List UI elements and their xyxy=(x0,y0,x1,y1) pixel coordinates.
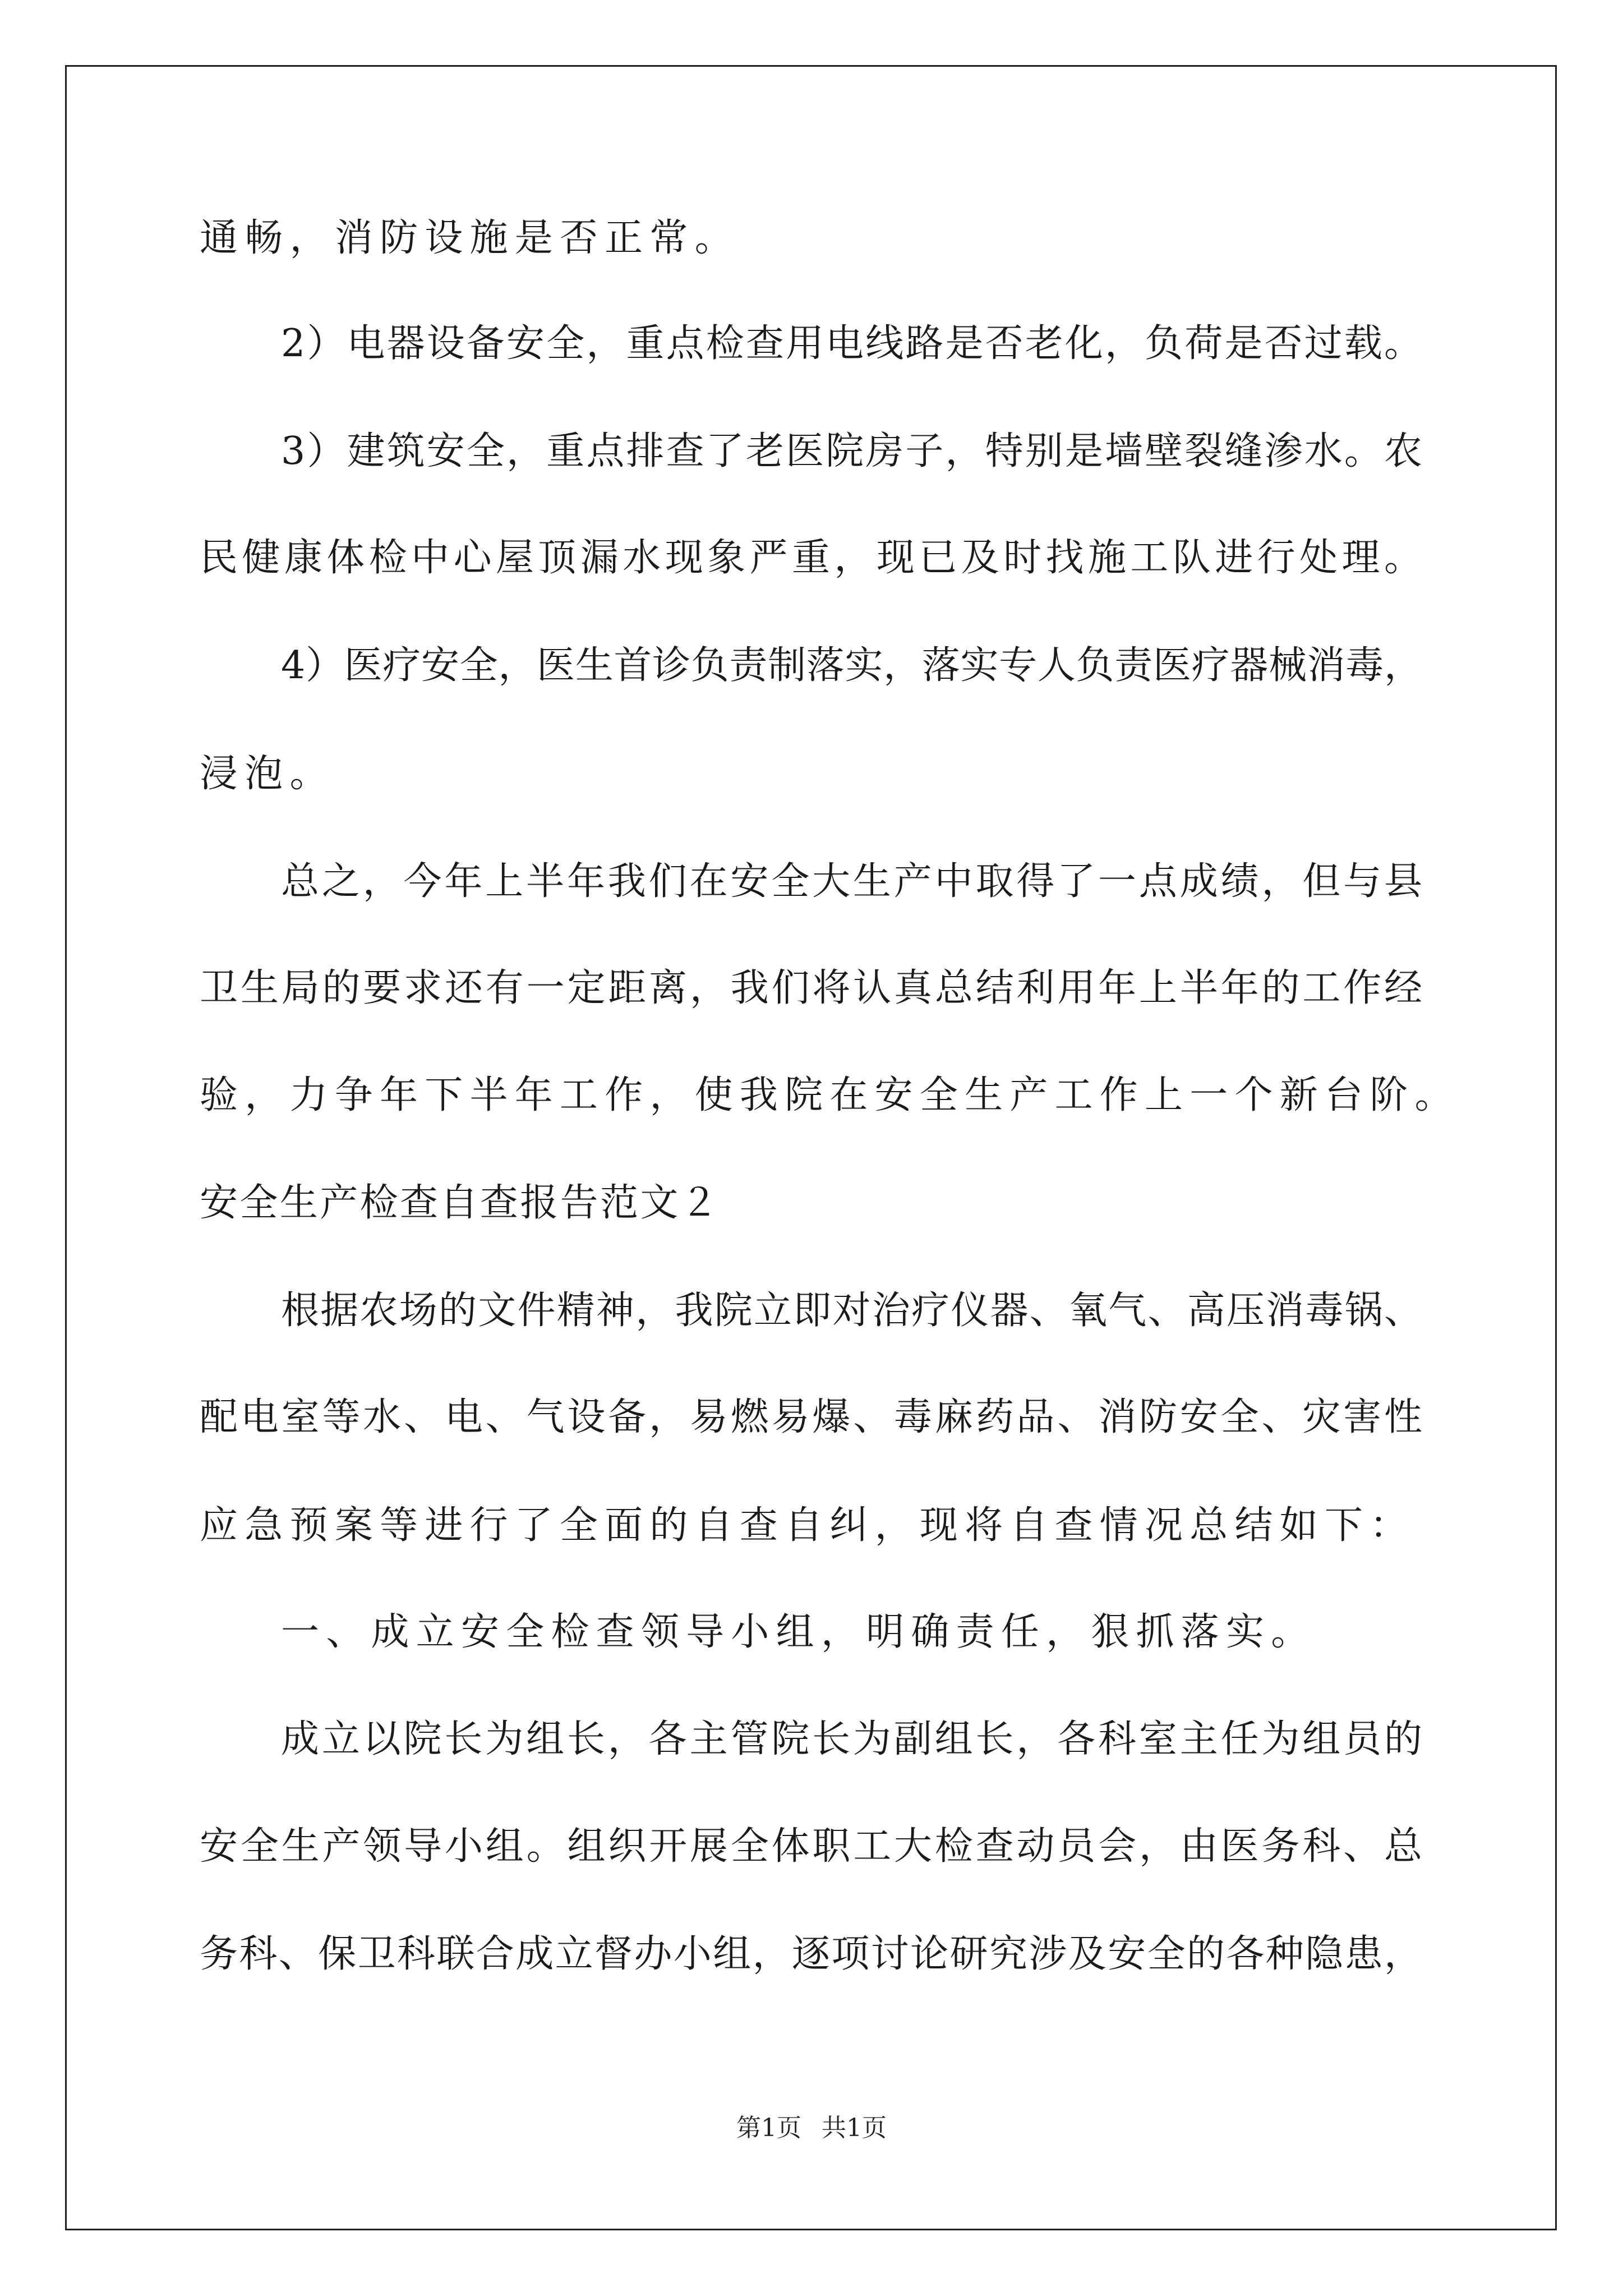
paragraph-line: 3）建筑安全，重点排查了老医院房子，特别是墙壁裂缝渗水。农 xyxy=(281,429,1422,473)
paragraph-line: 2）电器设备安全，重点检查用电线路是否老化，负荷是否过载。 xyxy=(281,321,1422,366)
paragraph-line: 总之，今年上半年我们在安全大生产中取得了一点成绩，但与县 xyxy=(281,859,1422,904)
paragraph-line: 根据农场的文件精神，我院立即对治疗仪器、氧气、高压消毒锅、 xyxy=(281,1289,1422,1333)
paragraph-line: 民健康体检中心屋顶漏水现象严重，现已及时找施工队进行处理。 xyxy=(200,536,1422,580)
paragraph-line: 务科、保卫科联合成立督办小组，逐项讨论研究涉及安全的各种隐患， xyxy=(200,1932,1422,1976)
paragraph-line: 应急预案等进行了全面的自查自纠，现将自查情况总结如下： xyxy=(200,1503,1415,1548)
paragraph-line: 4）医疗安全，医生首诊负责制落实，落实专人负责医疗器械消毒， xyxy=(281,643,1422,688)
page-number-current: 第1页 xyxy=(736,2114,801,2142)
paragraph-line: 一、成立安全检查领导小组，明确责任，狠抓落实。 xyxy=(281,1610,1316,1654)
paragraph-line: 通畅，消防设施是否正常。 xyxy=(200,216,740,260)
section-heading: 安全生产检查自查报告范文２ xyxy=(200,1181,721,1225)
page-number-total: 共1页 xyxy=(822,2114,887,2142)
paragraph-line: 安全生产领导小组。组织开展全体职工大检查动员会，由医务科、总 xyxy=(200,1824,1422,1869)
paragraph-line: 验，力争年下半年工作，使我院在安全生产工作上一个新台阶。 xyxy=(200,1073,1460,1117)
paragraph-line: 浸泡。 xyxy=(200,752,335,796)
paragraph-line: 成立以院长为组长，各主管院长为副组长，各科室主任为组员的 xyxy=(281,1717,1422,1761)
paragraph-line: 卫生局的要求还有一定距离，我们将认真总结利用年上半年的工作经 xyxy=(200,966,1422,1010)
paragraph-line: 配电室等水、电、气设备，易燃易爆、毒麻药品、消防安全、灾害性 xyxy=(200,1395,1422,1439)
page-footer xyxy=(0,2114,1623,2143)
page-border xyxy=(65,65,1557,2230)
